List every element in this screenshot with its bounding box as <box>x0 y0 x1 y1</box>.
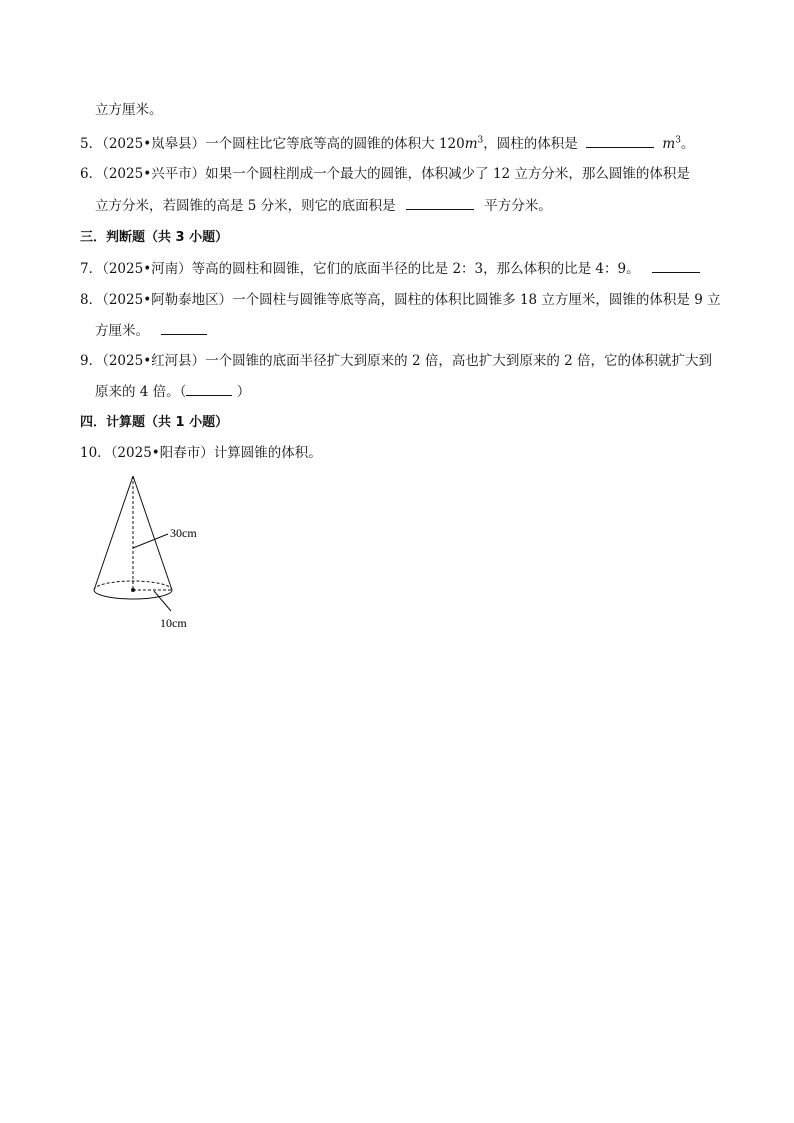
q4-tail: 立方厘米。 <box>95 102 163 118</box>
q4-tail-text <box>95 100 163 120</box>
cone-center-dot <box>131 588 135 592</box>
exponent: 3 <box>477 135 484 146</box>
unit: m <box>464 136 478 152</box>
answer-blank[interactable] <box>586 133 654 148</box>
unit: m <box>662 136 676 152</box>
answer-blank[interactable] <box>186 381 232 396</box>
cone-figure <box>88 470 228 635</box>
section-3-title <box>80 228 228 248</box>
question-text: 一个圆柱比它等底等高的圆锥的体积大 120 <box>205 136 465 152</box>
exponent: 3 <box>675 135 681 146</box>
question-source: （2025•阳春市） <box>110 445 214 461</box>
question-9-cont <box>95 381 250 402</box>
question-source: （2025•河南） <box>102 261 192 277</box>
section-title: 四．计算题（共 1 小题） <box>80 415 229 430</box>
section-4-title <box>80 413 228 433</box>
question-text: 一个圆柱与圆锥等底等高，圆柱的体积比圆锥多 18 立方厘米，圆锥的体积是 9 立 <box>232 292 721 308</box>
question-text: 一个圆锥的底面半径扩大到原来的 2 倍，高也扩大到原来的 2 倍，它的体积就扩大到 <box>205 353 713 369</box>
question-number: 8． <box>80 292 103 308</box>
question-text: 。 <box>680 136 695 152</box>
question-text: 平方分米。 <box>484 198 552 214</box>
question-text: ，圆柱的体积是 <box>483 136 578 152</box>
question-9 <box>80 351 712 371</box>
question-6-cont <box>95 195 552 216</box>
question-text: 原来的 4 倍。（ <box>95 384 187 400</box>
question-8 <box>80 290 721 310</box>
cone-diagram <box>88 470 228 635</box>
height-label: 30cm <box>170 526 197 540</box>
question-6 <box>80 164 690 184</box>
question-text: 立方分米，若圆锥的高是 5 分米，则它的底面积是 <box>95 198 396 214</box>
height-leader <box>133 534 168 548</box>
question-number: 10． <box>80 445 111 461</box>
section-title: 三．判断题（共 3 小题） <box>80 230 229 245</box>
question-number: 9． <box>80 353 103 369</box>
cone-left-edge <box>94 476 133 590</box>
question-number: 5． <box>80 136 103 152</box>
question-source: （2025•阿勒泰地区） <box>102 292 233 308</box>
question-source: （2025•兴平市） <box>102 166 206 182</box>
question-source: （2025•岚皋县） <box>102 136 206 152</box>
question-8-cont <box>95 320 207 341</box>
question-source: （2025•红河县） <box>102 353 206 369</box>
answer-blank[interactable] <box>161 320 207 335</box>
question-10 <box>80 443 322 463</box>
question-text: 等高的圆柱和圆锥，它们的底面半径的比是 2：3，那么体积的比是 4：9。 <box>191 261 640 277</box>
cone-right-edge <box>133 476 172 590</box>
question-5 <box>80 133 694 154</box>
radius-label: 10cm <box>160 616 187 630</box>
question-text: 计算圆锥的体积。 <box>213 445 322 461</box>
question-text: 方厘米。 <box>95 323 149 339</box>
question-number: 6． <box>80 166 103 182</box>
answer-blank[interactable] <box>406 195 474 210</box>
question-text: 如果一个圆柱削成一个最大的圆锥，体积减少了 12 立方分米，那么圆锥的体积是 <box>205 166 690 182</box>
question-7 <box>80 258 700 279</box>
answer-blank[interactable] <box>652 258 700 273</box>
question-text: ） <box>236 384 251 400</box>
question-number: 7． <box>80 261 103 277</box>
